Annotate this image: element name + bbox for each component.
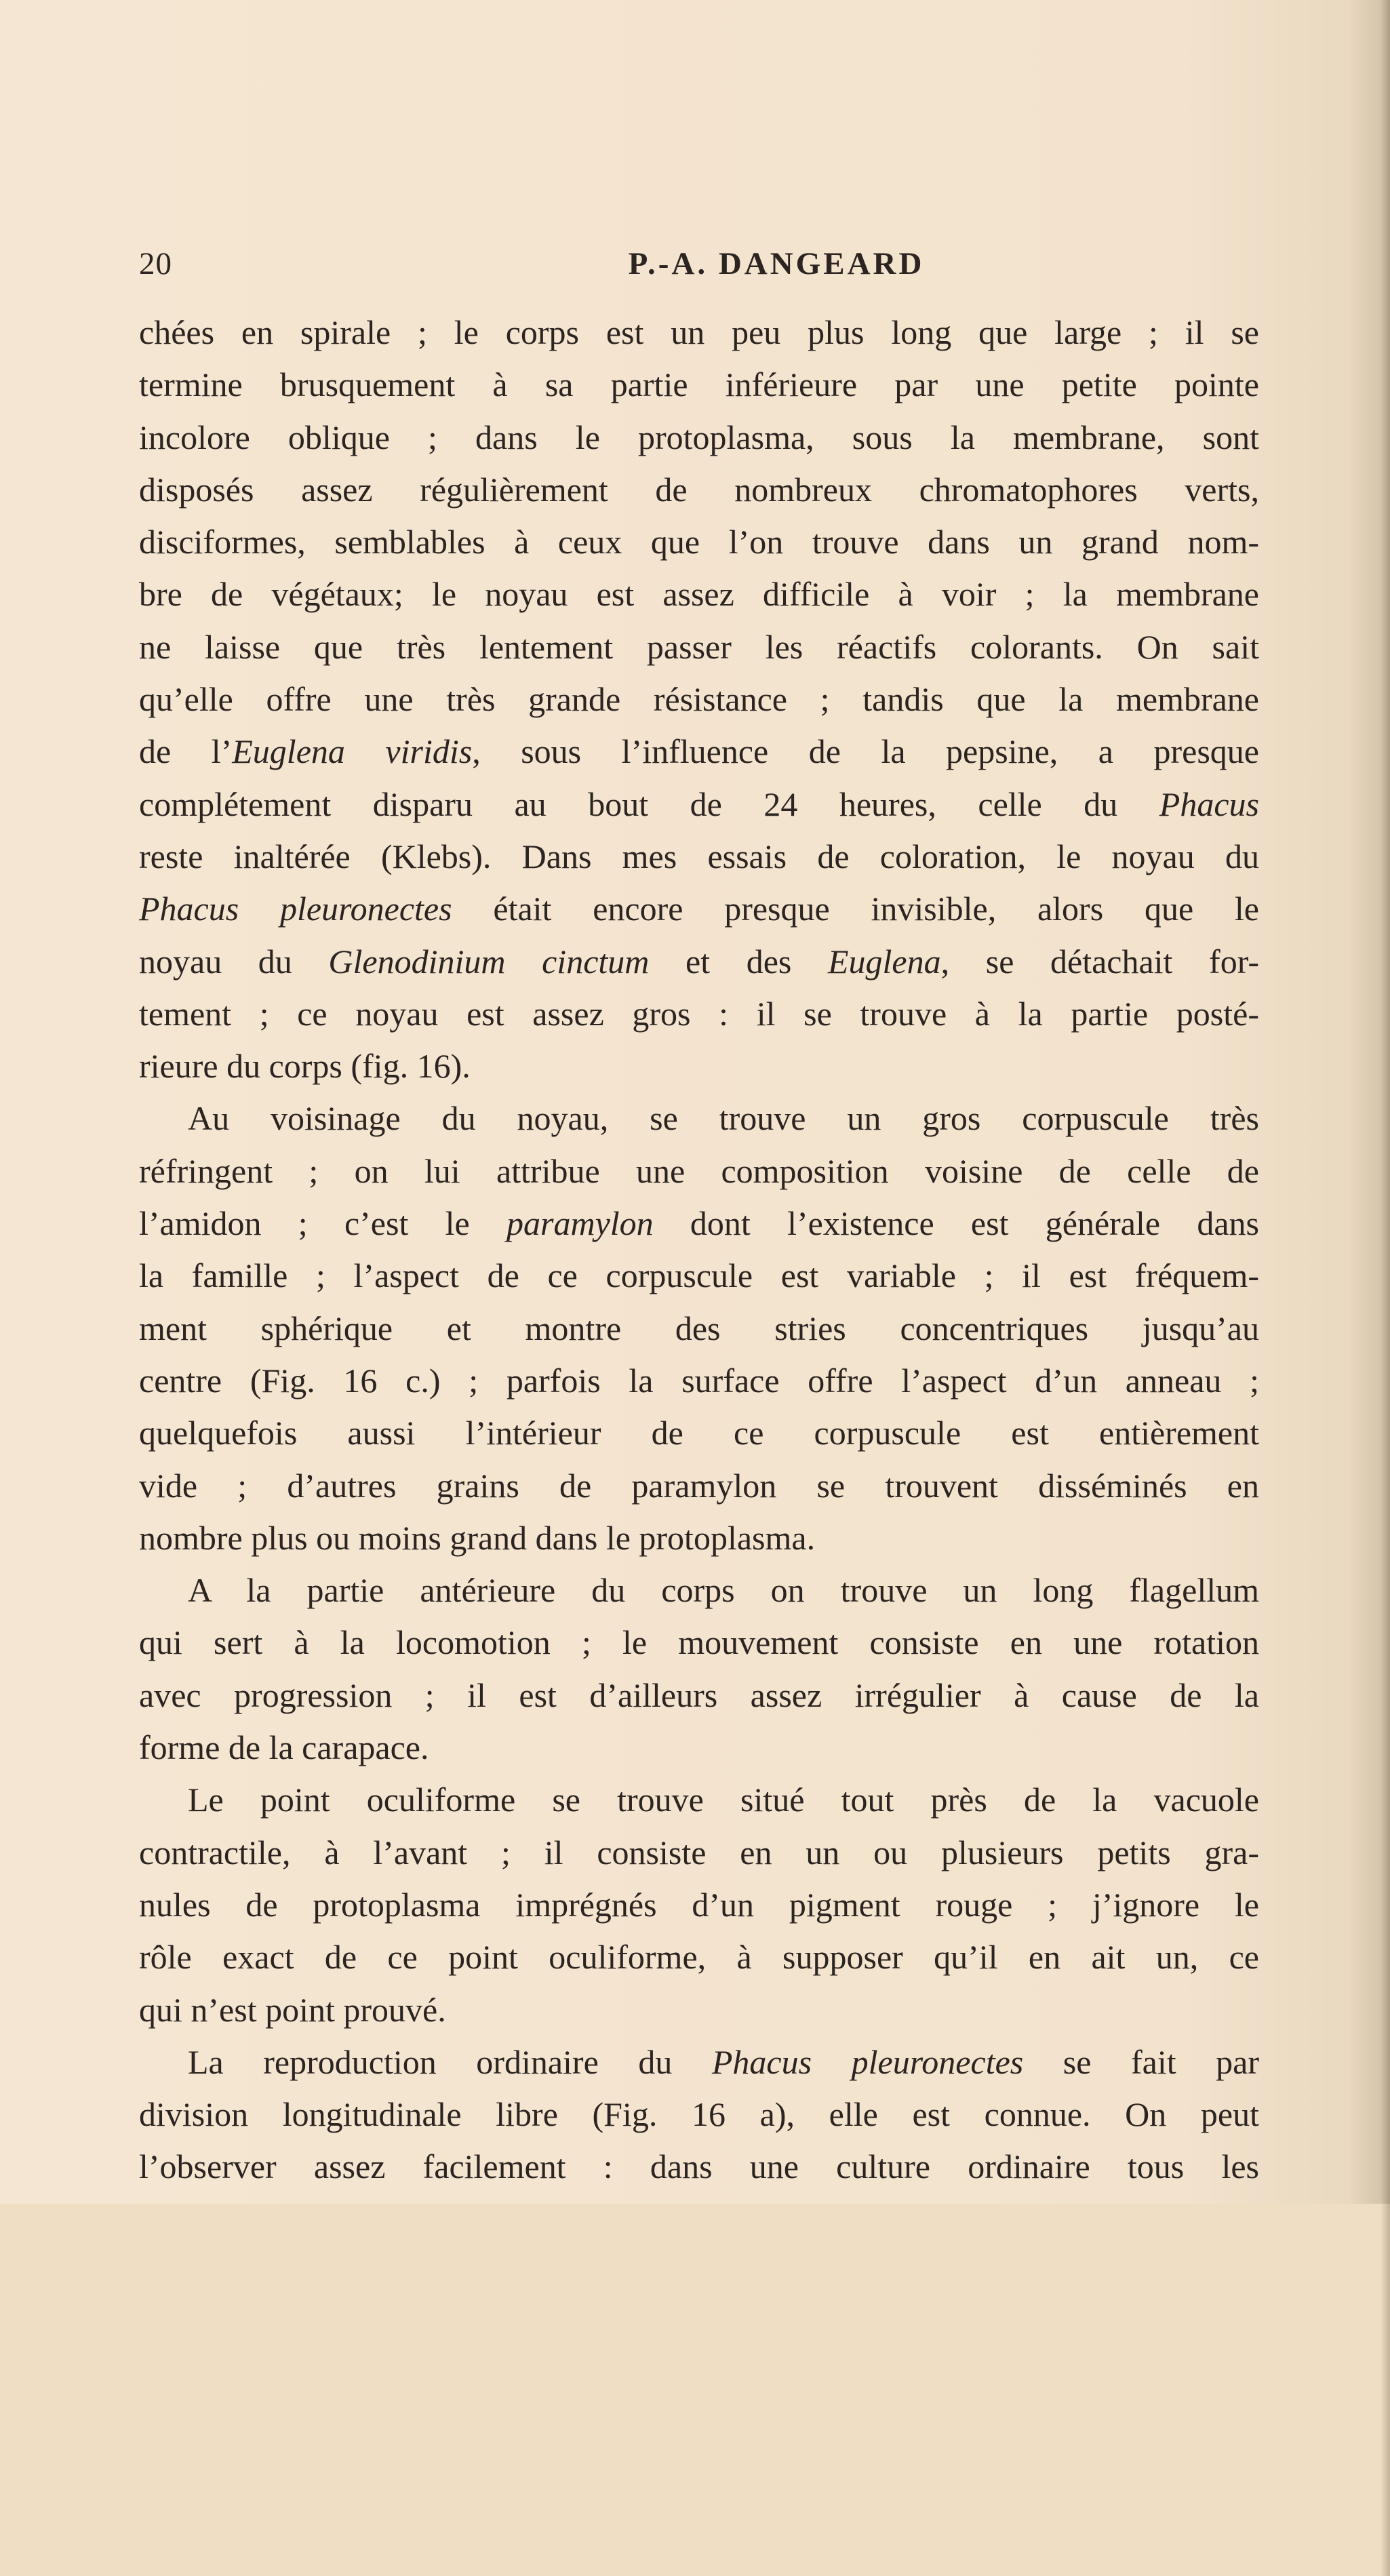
text-segment: termine brusquement à sa partie inférieure par une petite pointe (139, 365, 1259, 404)
text-segment: , sous l’influence de la pepsine, a presque (472, 732, 1259, 771)
text-line (139, 1879, 1259, 1931)
text-segment: tement ; ce noyau est assez gros : il se trouve à la partie posté- (139, 994, 1259, 1033)
text-line (139, 726, 1259, 778)
text-segment: complétement disparu au bout de 24 heures, celle du (139, 785, 1159, 823)
text-segment: reste inaltérée (Klebs). Dans mes essais de coloration, le noyau du (139, 837, 1259, 875)
text-segment: rôle exact de ce point oculiforme, à supposer qu’il en ait un, ce (139, 1938, 1259, 1977)
text-segment: A la partie antérieure du corps on trouve un long flagellum (188, 1571, 1259, 1610)
text-line (139, 464, 1259, 516)
text-line (139, 621, 1259, 673)
text-line (139, 1617, 1259, 1669)
text-line (139, 1303, 1259, 1355)
italic-species-name: Glenodinium cinctum (328, 942, 650, 980)
text-segment: incolore oblique ; dans le protoplasma, sous la membrane, sont (139, 418, 1259, 456)
text-line (139, 516, 1259, 568)
book-spine-shadow (1381, 0, 1390, 2576)
text-segment: bre de végétaux; le noyau est assez difficile à voir ; la membrane (139, 575, 1259, 614)
text-segment: ment sphérique et montre des stries concentriques jusqu’au (139, 1309, 1259, 1347)
text-segment: disposés assez régulièrement de nombreux chromatophores verts, (139, 470, 1259, 509)
italic-genus-name: Euglena (827, 942, 941, 980)
text-line (139, 1774, 1259, 1826)
text-segment: quelquefois aussi l’intérieur de ce corpuscule est entièrement (139, 1414, 1259, 1452)
text-line (139, 1669, 1259, 1722)
text-line (139, 306, 1259, 359)
text-segment: ne laisse que très lentement passer les réactifs colorants. On sait (139, 627, 1259, 666)
text-segment: centre (Fig. 16 c.) ; parfois la surface offre l’aspect d’un anneau ; (139, 1361, 1259, 1400)
text-segment: chées en spirale ; le corps est un peu plus long que large ; il se (139, 313, 1259, 351)
text-segment: était encore presque invisible, alors que le (452, 890, 1259, 928)
text-segment: qui n’est point prouvé. (139, 1990, 446, 2029)
text-line (139, 988, 1259, 1040)
text-line (139, 1722, 1259, 1774)
text-segment: qu’elle offre une très grande résistance ; tandis que la membrane (139, 680, 1259, 719)
text-line (139, 1460, 1259, 1512)
text-segment: forme de la carapace. (139, 1728, 429, 1767)
text-segment: dont l’existence est générale dans (653, 1204, 1259, 1243)
italic-species-name: Phacus pleuronectes (711, 2042, 1024, 2081)
italic-species-name: Phacus pleuronectes (139, 890, 452, 928)
text-line (139, 1092, 1259, 1145)
italic-species-name: Euglena viridis (232, 732, 473, 771)
text-segment: l’observer assez facilement : dans une culture ordinaire tous les (139, 2147, 1259, 2186)
text-segment: Le point oculiforme se trouve situé tout près de la vacuole (188, 1781, 1259, 1819)
text-line (139, 1512, 1259, 1564)
text-segment: l’amidon ; c’est le (139, 1204, 507, 1243)
text-segment: vide ; d’autres grains de paramylon se trouvent disséminés en (139, 1466, 1259, 1505)
text-segment: disciformes, semblables à ceux que l’on trouve dans un grand nom- (139, 523, 1259, 561)
text-segment: réfringent ; on lui attribue une composition voisine de celle de (139, 1151, 1259, 1190)
text-line (139, 1250, 1259, 1302)
text-line (139, 1407, 1259, 1459)
text-segment: Au voisinage du noyau, se trouve un gros corpuscule très (188, 1099, 1259, 1138)
text-segment: rieure du corps (fig. 16). (139, 1047, 471, 1086)
body-text (139, 306, 1259, 2194)
text-line (139, 2088, 1259, 2141)
text-line (139, 1197, 1259, 1250)
text-segment: et des (649, 942, 828, 980)
text-line (139, 2036, 1259, 2088)
text-segment: se fait par (1023, 2042, 1259, 2081)
text-line (139, 1984, 1259, 2036)
text-segment: nules de protoplasma imprégnés d’un pigment rouge ; j’ignore le (139, 1885, 1259, 1924)
text-line (139, 1040, 1259, 1092)
page-header (139, 245, 1265, 293)
text-segment: qui sert à la locomotion ; le mouvement consiste en une rotation (139, 1623, 1259, 1662)
text-line (139, 673, 1259, 726)
text-segment: contractile, à l’avant ; il consiste en un ou plusieurs petits gra- (139, 1833, 1259, 1871)
running-head: P.-A. DANGEARD (628, 246, 925, 281)
text-segment: de l’ (139, 732, 233, 771)
text-segment: avec progression ; il est d’ailleurs assez irrégulier à cause de la (139, 1676, 1259, 1714)
text-line (139, 1145, 1259, 1197)
text-line (139, 1564, 1259, 1617)
text-line (139, 412, 1259, 464)
text-line (139, 2141, 1259, 2193)
text-line (139, 883, 1259, 935)
text-line (139, 1931, 1259, 1983)
text-line (139, 568, 1259, 620)
text-line (139, 778, 1259, 831)
page-lower-tone (0, 2204, 1390, 2576)
text-line (139, 1355, 1259, 1407)
italic-genus-name: Phacus (1159, 785, 1259, 823)
text-segment: noyau du (139, 942, 329, 980)
text-segment: division longitudinale libre (Fig. 16 a), elle est connue. On peut (139, 2095, 1259, 2134)
text-line (139, 831, 1259, 883)
text-line (139, 936, 1259, 988)
text-segment: nombre plus ou moins grand dans le protoplasma. (139, 1518, 816, 1557)
text-segment: , se détachait for- (940, 942, 1259, 980)
text-line (139, 1827, 1259, 1879)
text-line (139, 359, 1259, 411)
text-segment: la famille ; l’aspect de ce corpuscule est variable ; il est fréquem- (139, 1256, 1259, 1295)
text-segment: La reproduction ordinaire du (188, 2042, 712, 2081)
page-number: 20 (139, 246, 172, 281)
italic-term: paramylon (507, 1204, 654, 1243)
